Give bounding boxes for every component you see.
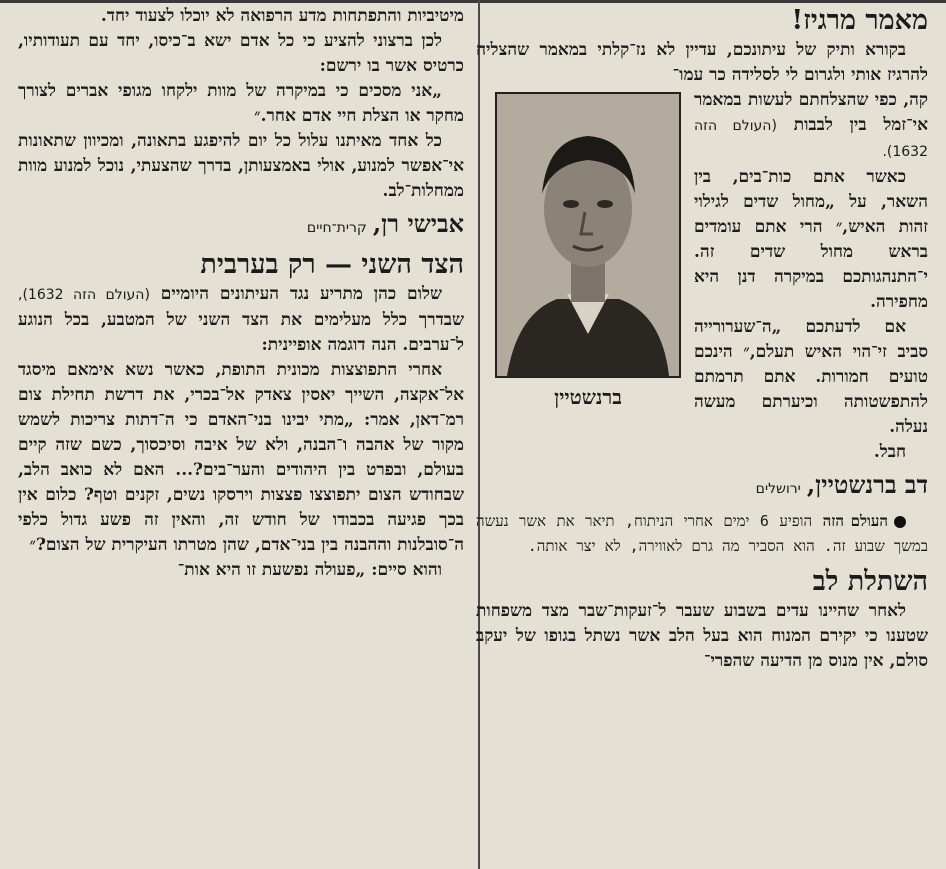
signature-name: דב ברנשטיין, — [806, 470, 928, 499]
letter1-closing: חבל. — [873, 442, 906, 462]
continued-paragraph3: „אני מסכים כי במיקרה של מוות ילקחו מגופי אברים לצורך מחקר או הצלת חיי אדם אחר.״ — [18, 81, 464, 126]
headline-heart-transplant: השתלת לב — [812, 566, 928, 597]
signature-city: קרית־חיים — [306, 220, 367, 236]
letter3-paragraph3: והוא סיים: „פעולה נפשעת זו היא אות־ — [177, 560, 442, 580]
letter1-paragraph1-wrap: קה, כפי שהצלחתם לעשות במאמר אי־זמל בין לבבות (העולם הזה 1632). — [694, 90, 928, 160]
letter1-paragraph2: כאשר אתם כות־בים, בין השאר, על „מחול שדים לגילוי זהות האיש,״ הרי אתם עומדים בראש מחול שדים זה. י־התנהגותכם במיקרה דנן היא מחפירה. — [694, 167, 928, 312]
signature-avishai — [18, 208, 464, 244]
letter2-paragraph1: לאחר שהיינו עדים בשבוע שעבר ל־זעקות־שבר מצד משפחות שטענו כי יקירם המנוח הוא בעל הלב אשר נשתל בגופו של יעקב סולם, אין מנוס מן הדיעה שהפרי־ — [476, 601, 928, 671]
portrait-figure — [488, 92, 688, 412]
right-column — [476, 4, 928, 869]
letter3-paragraph1: שלום כהן מתריע נגד העיתונים היומיים (העולם הזה 1632), שבדרך כלל מעלימים את הצד השני של המטבע, בכל הנוגע ל־ערבים. הנה דוגמה אופיינית: — [18, 284, 464, 355]
portrait-caption: ברנשטיין — [554, 385, 622, 409]
left-column — [18, 4, 464, 869]
top-rule — [0, 0, 946, 3]
portrait-photo — [495, 92, 681, 378]
bullet-dot-icon — [894, 516, 906, 528]
headline-annoying-article: מאמר מרגיז! — [791, 5, 928, 36]
signature-bernstein — [476, 469, 928, 505]
continued-paragraph2: לכן ברצוני להציע כי כל אדם ישא ב־כיסו, יחד עם תעודותיו, כרטיס אשר בו ירשם: — [18, 31, 464, 76]
headline-other-side: הצד השני — רק בערבית — [200, 249, 464, 280]
issue-reference: (העולם הזה 1632), — [18, 287, 150, 303]
continued-paragraph4: כל אחד מאיתנו עלול כל יום להיפגע בתאונה, ומכיוון שתאונות אי־אפשר למנוע, אולי באמצעותן, בדרך שהצעתי, נוכל למנוע מוות ממחלות־לב. — [18, 131, 464, 201]
letter1-paragraph3: אם לדעתכם „ה־שערורייה סביב זי־הוי האיש תעלם,״ הינכם טועים חמורות. אתם תרמתם להתפשטותה וכיערתם מעשה נעלה. — [694, 317, 928, 437]
publication-name: העולם הזה — [822, 512, 888, 530]
portrait-photo-icon — [497, 94, 679, 376]
continued-paragraph1: מיטיביות והתפתחות מדע הרפואה לא יוכלו לצעוד יחד. — [100, 6, 464, 26]
letter1-paragraph1: בקורא ותיק של עיתונכם, עדיין לא נז־קלתי במאמר שהצליח להרגיז אותי ולגרום לי לסלידה כר עמו־ — [476, 40, 928, 85]
issue-reference: (העולם הזה 1632). — [694, 118, 928, 160]
signature-name: אבישי רן, — [372, 209, 464, 238]
editor-note: העולם הזה הופיע 6 ימים אחרי הניתוח, תיאר את אשר נעשה במשך שבוע זה. הוא הסביר מה גרם לאווירה, לא יצר אותה. — [476, 512, 928, 555]
signature-city: ירושלים — [755, 481, 801, 497]
letter3-paragraph2: אחרי התפוצצות מכונית התופת, כאשר נשא אימאם מיסגד אל־אקצה, השייך יאסין צאדק אל־בכרי, את דרשת תחילת צום רמ־דאן, אמר: „מתי יבינו בני־האדם כי ה־דתות צריכות לשמש מקור של אהבה ו־הבנה, ולא של איבה וסיכסוך, כשם שזה קיים בעולם, ובפרט בין היהודים והער־בים?... האם לא כואב הלב, שבחודש הצום יתפוצצו פצצות וירסקו נשים, זקנים וטף? כלום אין בכך פגיעה בכבודו של חודש זה, והאין זה פשע גדול כלפי ה־סובלנות וההבנה בין בני־אדם, שהן מטרתו העיקרית של הצום?״ — [18, 360, 464, 555]
